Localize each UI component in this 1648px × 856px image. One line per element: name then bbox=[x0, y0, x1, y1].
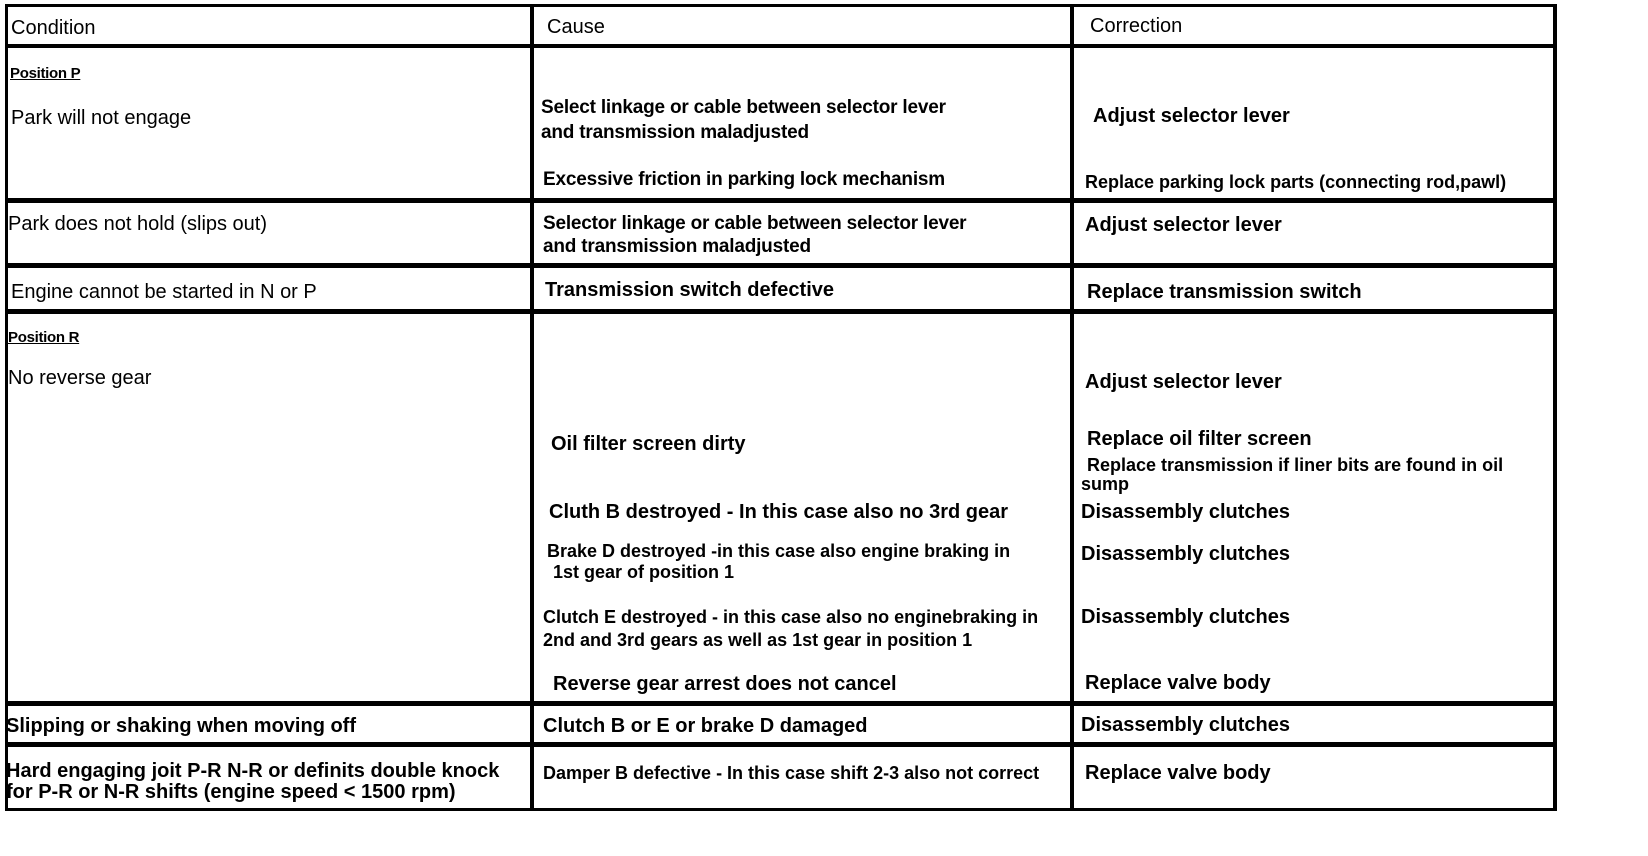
correction-cell: Replace oil filter screen bbox=[1087, 428, 1312, 450]
table-top-border bbox=[5, 4, 1557, 7]
correction-cell: Adjust selector lever bbox=[1093, 105, 1290, 127]
column-divider-correction bbox=[1070, 4, 1074, 810]
header-cause: Cause bbox=[547, 16, 605, 38]
correction-cell: Replace valve body bbox=[1085, 672, 1271, 694]
section-heading-position-r: Position R bbox=[8, 329, 80, 346]
row-divider bbox=[5, 742, 1557, 747]
cause-cell: and transmission maladjusted bbox=[543, 236, 811, 257]
column-divider-cause bbox=[530, 4, 534, 810]
header-correction: Correction bbox=[1090, 15, 1183, 37]
correction-cell: Adjust selector lever bbox=[1085, 214, 1282, 236]
correction-cell: Replace transmission if liner bits are found in oil bbox=[1087, 455, 1504, 475]
table-right-border bbox=[1553, 4, 1557, 810]
condition-cell: Engine cannot be started in N or P bbox=[11, 281, 317, 303]
cause-cell: Selector linkage or cable between selector lever bbox=[543, 213, 967, 234]
correction-cell: Adjust selector lever bbox=[1085, 371, 1282, 393]
condition-cell: for P-R or N-R shifts (engine speed < 1500 rpm) bbox=[6, 781, 456, 803]
row-divider bbox=[5, 198, 1557, 203]
cause-cell: Damper B defective - In this case shift 2-3 also not correct bbox=[543, 763, 1040, 783]
cause-cell: Select linkage or cable between selector lever bbox=[541, 97, 946, 118]
condition-cell: No reverse gear bbox=[8, 367, 152, 389]
correction-cell: Disassembly clutches bbox=[1081, 501, 1290, 523]
correction-cell: Disassembly clutches bbox=[1081, 714, 1290, 736]
cause-cell: Transmission switch defective bbox=[545, 279, 834, 301]
cause-cell: 2nd and 3rd gears as well as 1st gear in position 1 bbox=[543, 630, 973, 650]
row-divider bbox=[5, 701, 1557, 706]
cause-cell: Clutch B or E or brake D damaged bbox=[543, 715, 868, 737]
cause-cell: Brake D destroyed -in this case also engine braking in bbox=[547, 541, 1011, 561]
correction-cell: Replace transmission switch bbox=[1087, 281, 1362, 303]
condition-cell: Park will not engage bbox=[11, 107, 192, 129]
row-divider bbox=[5, 263, 1557, 268]
cause-cell: Excessive friction in parking lock mechanism bbox=[543, 169, 945, 190]
cause-cell: Clutch E destroyed - in this case also no enginebraking in bbox=[543, 607, 1039, 627]
cause-cell: and transmission maladjusted bbox=[541, 122, 809, 143]
section-heading-position-p: Position P bbox=[10, 65, 81, 82]
cause-cell: Oil filter screen dirty bbox=[551, 433, 746, 455]
cause-cell: Cluth B destroyed - In this case also no 3rd gear bbox=[549, 501, 1008, 523]
condition-cell: Slipping or shaking when moving off bbox=[6, 715, 356, 737]
table-bottom-border bbox=[5, 808, 1557, 811]
cause-cell: 1st gear of position 1 bbox=[553, 562, 735, 582]
correction-cell: Replace valve body bbox=[1085, 762, 1271, 784]
correction-cell: Replace parking lock parts (connecting rod,pawl) bbox=[1085, 172, 1507, 192]
header-condition: Condition bbox=[11, 17, 96, 39]
correction-cell: Disassembly clutches bbox=[1081, 606, 1290, 628]
correction-cell: sump bbox=[1081, 474, 1130, 494]
row-divider bbox=[5, 309, 1557, 314]
cause-cell: Reverse gear arrest does not cancel bbox=[553, 673, 897, 695]
correction-cell: Disassembly clutches bbox=[1081, 543, 1290, 565]
table-left-border bbox=[5, 4, 8, 810]
condition-cell: Hard engaging joit P-R N-R or definits double knock bbox=[6, 760, 500, 782]
condition-cell: Park does not hold (slips out) bbox=[8, 213, 268, 235]
header-bottom-border bbox=[5, 44, 1557, 48]
